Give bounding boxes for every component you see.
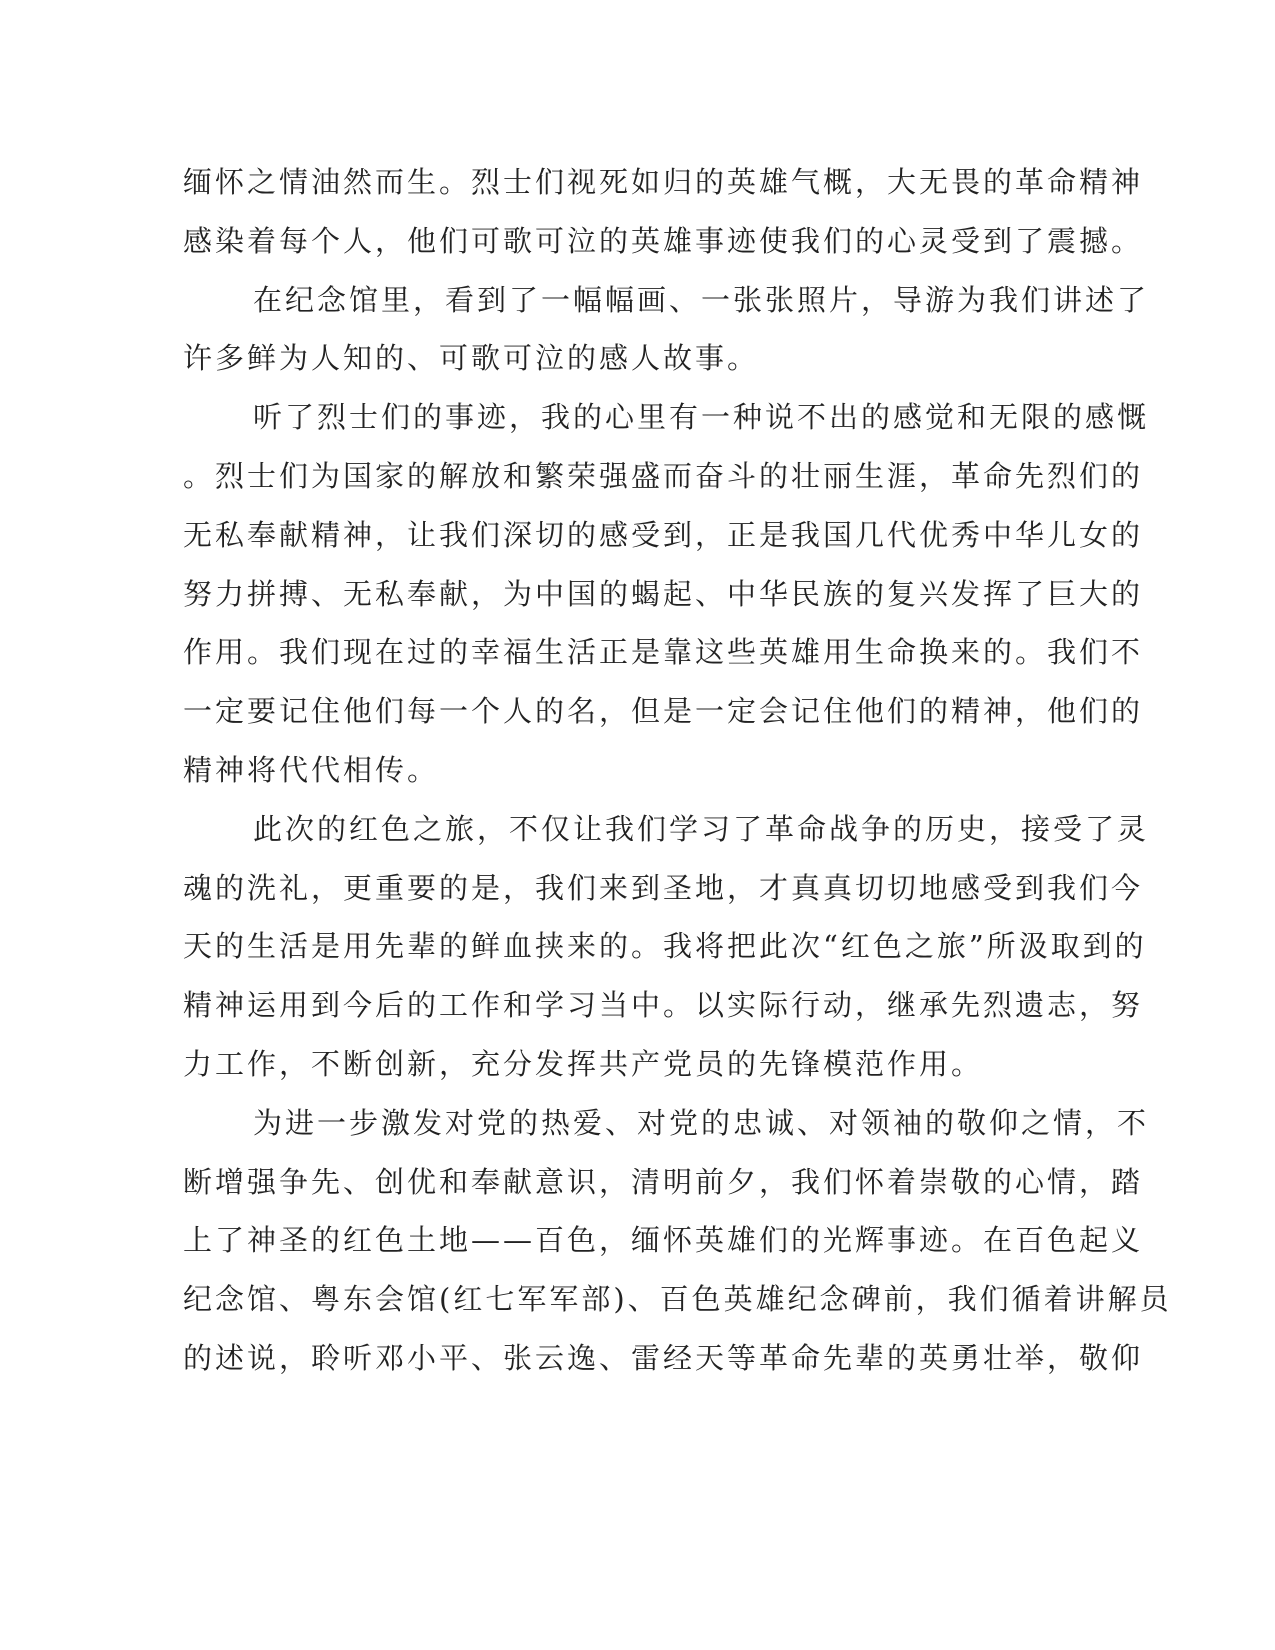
text-line: 无私奉献精神，让我们深切的感受到，正是我国几代优秀中华儿女的 bbox=[183, 517, 1144, 552]
text-line: 精神将代代相传。 bbox=[183, 752, 440, 787]
text-line: 努力拼搏、无私奉献，为中国的蝎起、中华民族的复兴发挥了巨大的 bbox=[183, 576, 1144, 611]
text-line: 精神运用到今后的工作和学习当中。以实际行动，继承先烈遗志，努 bbox=[183, 988, 1144, 1023]
text-line: 魂的洗礼，更重要的是，我们来到圣地，才真真切切地感受到我们今 bbox=[183, 870, 1144, 905]
text-line: 纪念馆、粤东会馆(红七军军部)、百色英雄纪念碑前，我们循着讲解员 bbox=[183, 1282, 1172, 1317]
body-text bbox=[183, 158, 1172, 1393]
paragraph-start-line: 在纪念馆里，看到了一幅幅画、一张张照片，导游为我们讲述了 bbox=[253, 282, 1150, 317]
text-line: 作用。我们现在过的幸福生活正是靠这些英雄用生命换来的。我们不 bbox=[183, 635, 1144, 670]
text-line: 的述说，聆听邓小平、张云逸、雷经天等革命先辈的英勇壮举，敬仰 bbox=[183, 1340, 1144, 1375]
text-line: 断增强争先、创优和奉献意识，清明前夕，我们怀着崇敬的心情，踏 bbox=[183, 1164, 1144, 1199]
text-line: 一定要记住他们每一个人的名，但是一定会记住他们的精神，他们的 bbox=[183, 694, 1144, 729]
text-line: 力工作，不断创新，充分发挥共产党员的先锋模范作用。 bbox=[183, 1046, 984, 1081]
paragraph-start-line: 此次的红色之旅，不仅让我们学习了革命战争的历史，接受了灵 bbox=[253, 811, 1150, 846]
text-line: 天的生活是用先辈的鲜血挟来的。我将把此次“红色之旅”所汲取到的 bbox=[183, 929, 1147, 964]
paragraph-start-line: 为进一步激发对党的热爱、对党的忠诚、对领袖的敬仰之情，不 bbox=[253, 1105, 1150, 1140]
text-line: 缅怀之情油然而生。烈士们视死如归的英雄气概，大无畏的革命精神 bbox=[183, 165, 1144, 199]
text-line: 许多鲜为人知的、可歌可泣的感人故事。 bbox=[183, 341, 760, 376]
paragraph-start-line: 听了烈士们的事迹，我的心里有一种说不出的感觉和无限的感慨 bbox=[253, 400, 1150, 435]
text-line: 上了神圣的红色土地——百色，缅怀英雄们的光辉事迹。在百色起义 bbox=[183, 1223, 1144, 1258]
text-line: 感染着每个人，他们可歌可泣的英雄事迹使我们的心灵受到了震撼。 bbox=[183, 223, 1144, 258]
text-line: 。烈士们为国家的解放和繁荣强盛而奋斗的壮丽生涯，革命先烈们的 bbox=[183, 458, 1144, 493]
